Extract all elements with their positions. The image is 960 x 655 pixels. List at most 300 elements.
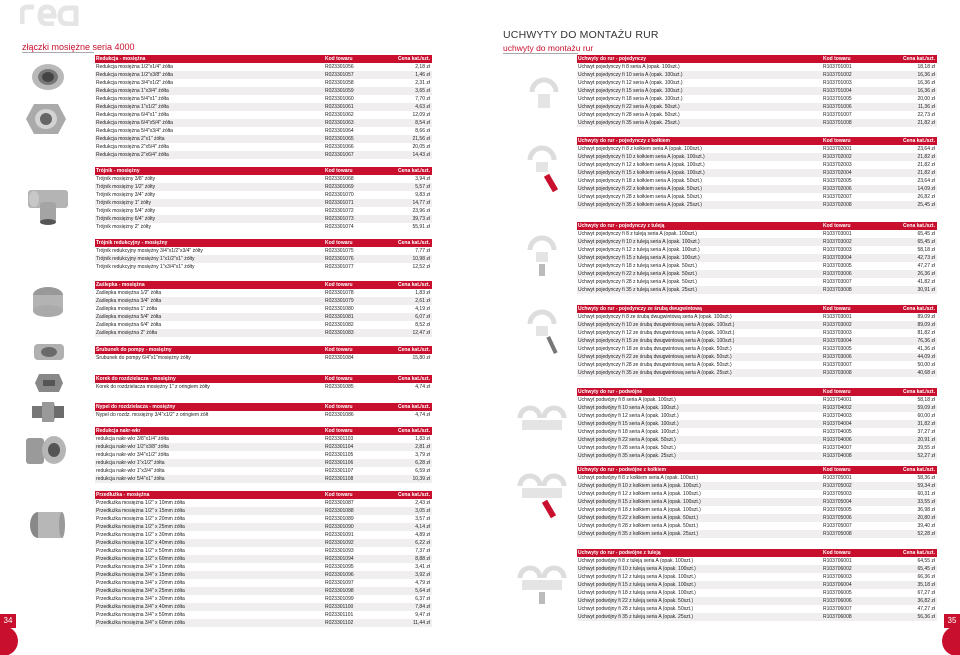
col-price-header: Cena kat./szt. (398, 428, 430, 434)
product-code: R023301105 (325, 452, 354, 458)
product-code: R103702005 (823, 178, 852, 184)
product-name: Zaślepka mosiężna 3/4" żółta (96, 298, 162, 304)
table-row (577, 353, 937, 361)
product-code: R103705003 (823, 491, 852, 497)
product-price: 16,36 zł (917, 88, 935, 94)
col-code-header: Kod towaru (325, 404, 353, 410)
table-row (95, 383, 432, 391)
product-name: Redukcja mosiężna 3/4"x1/2" żółta (96, 80, 173, 86)
table-row (95, 175, 432, 183)
product-price: 10,98 zł (412, 256, 430, 262)
product-code: R103705007 (823, 523, 852, 529)
product-price: 41,36 zł (917, 346, 935, 352)
product-code: R103701004 (823, 88, 852, 94)
table-row (577, 482, 937, 490)
table-row (577, 444, 937, 452)
product-code: R023301094 (325, 556, 354, 562)
table-row (577, 436, 937, 444)
table-row (95, 305, 432, 313)
pump-union-image (32, 340, 66, 364)
product-price: 50,00 zł (917, 362, 935, 368)
product-price: 3,94 zł (415, 176, 430, 182)
product-code: R103706006 (823, 598, 852, 604)
product-price: 12,47 zł (412, 330, 430, 336)
table-title: Uchwyty do rur - podwójne z kołkiem (578, 467, 667, 473)
product-name: Uchwyt pojedynczy fi 8 z kołkiem seria A (opak. 100szt.) (578, 146, 702, 152)
product-name: Redukcja mosiężna 2"x1" żółta (96, 136, 165, 142)
product-code: R103706001 (823, 558, 852, 564)
page-title: UCHWYTY DO MONTAŻU RUR (503, 29, 659, 41)
table-row (577, 254, 937, 262)
product-price: 7,37 zł (415, 548, 430, 554)
col-price-header: Cena kat./szt. (903, 389, 935, 395)
col-code-header: Kod towaru (325, 376, 353, 382)
table-row (577, 490, 937, 498)
product-price: 22,73 zł (917, 112, 935, 118)
product-name: Przedłużka mosiężna 3/4" x 50mm żółta (96, 612, 185, 618)
product-name: Uchwyt pojedynczy fi 22 z kołkiem seria A (opak. 50szt.) (578, 186, 702, 192)
product-name: Uchwyt podwójny fi 12 z kołkiem seria A (opak. 100szt.) (578, 491, 701, 497)
product-code: R103701002 (823, 72, 852, 78)
corner-decoration (942, 626, 960, 655)
price-table (577, 388, 937, 460)
product-name: Przedłużka mosiężna 3/4" x 25mm żółta (96, 588, 185, 594)
product-price: 1,46 zł (415, 72, 430, 78)
table-row (577, 95, 937, 103)
product-name: Uchwyt pojedynczy fi 22 z tuleją seria A (opak. 50szt.) (578, 271, 697, 277)
product-name: Uchwyt pojedynczy fi 10 z tuleją seria A (opak. 100szt.) (578, 239, 700, 245)
product-code: R023301096 (325, 572, 354, 578)
product-code: R023301074 (325, 224, 354, 230)
table-row (95, 151, 432, 159)
product-name: Uchwyt pojedynczy fi 15 seria A (opak. 100szt.) (578, 88, 683, 94)
product-code: R103702007 (823, 194, 852, 200)
product-price: 8,88 zł (415, 556, 430, 562)
product-price: 60,00 zł (917, 413, 935, 419)
table-row (95, 555, 432, 563)
product-name: Redukcja mosiężna 1"x1/2" żółta (96, 104, 169, 110)
col-price-header: Cena kat./szt. (903, 550, 935, 556)
product-name: Uchwyt podwójny fi 22 z tuleją seria A (opak. 50szt.) (578, 598, 694, 604)
product-price: 47,27 zł (917, 606, 935, 612)
extension-image (28, 508, 66, 542)
product-price: 3,79 zł (415, 452, 430, 458)
product-price: 21,82 zł (917, 154, 935, 160)
product-code: R103705006 (823, 515, 852, 521)
table-header (577, 466, 937, 474)
product-name: Redukcja mosiężna 1/2"x3/8" żółta (96, 72, 173, 78)
col-code-header: Kod towaru (325, 347, 353, 353)
product-code: R023301065 (325, 136, 354, 142)
product-name: Zaślepka mosiężna 5/4" żółta (96, 314, 162, 320)
product-name: Uchwyt pojedynczy fi 28 ze śrubą dwugwintową seria A (opak. 50szt.) (578, 362, 732, 368)
double-clip-with-plug-image (516, 464, 572, 522)
table-row (95, 263, 432, 271)
table-title: Zaślepka - mosiężna (96, 282, 145, 288)
product-name: Zaślepka mosiężna 1/2" żółta (96, 290, 162, 296)
series-heading: złączki mosiężne seria 4000 (22, 42, 135, 52)
product-price: 25,45 zł (917, 202, 935, 208)
table-row (95, 297, 432, 305)
product-price: 16,36 zł (917, 80, 935, 86)
product-code: R023301066 (325, 144, 354, 150)
product-code: R103703001 (823, 231, 852, 237)
table-row (577, 177, 937, 185)
product-price: 6,59 zł (415, 468, 430, 474)
product-price: 89,09 zł (917, 322, 935, 328)
product-name: Uchwyt pojedynczy fi 15 z tuleją seria A (opak. 100szt.) (578, 255, 700, 261)
col-code-header: Kod towaru (823, 223, 851, 229)
product-code: R103702004 (823, 170, 852, 176)
table-title: Przedłużka - mosiężna (96, 492, 150, 498)
product-code: R023301058 (325, 80, 354, 86)
product-code: R023301103 (325, 436, 354, 442)
product-code: R023301093 (325, 548, 354, 554)
product-code: R023301073 (325, 216, 354, 222)
table-row (577, 589, 937, 597)
table-row (95, 571, 432, 579)
table-row (95, 321, 432, 329)
product-code: R103702003 (823, 162, 852, 168)
product-name: redukcja nakr-wkr 5/4"x1" żółta (96, 476, 165, 482)
product-code: R103705004 (823, 499, 852, 505)
product-name: Redukcja mosiężna 2"x5/4" żółta (96, 144, 169, 150)
product-code: R103705001 (823, 475, 852, 481)
col-price-header: Cena kat./szt. (903, 223, 935, 229)
product-price: 33,55 zł (917, 499, 935, 505)
product-code: R023301071 (325, 200, 354, 206)
table-row (577, 530, 937, 538)
product-price: 4,19 zł (415, 306, 430, 312)
product-name: Uchwyt pojedynczy fi 12 z kołkiem seria A (opak. 100szt.) (578, 162, 705, 168)
product-price: 36,82 zł (917, 598, 935, 604)
col-price-header: Cena kat./szt. (903, 467, 935, 473)
table-header (95, 491, 432, 499)
product-code: R103702008 (823, 202, 852, 208)
product-price: 65,45 zł (917, 239, 935, 245)
product-name: Trójnik mosiężny 3/4" żółty (96, 192, 156, 198)
product-name: Uchwyt pojedynczy fi 18 ze śrubą dwugwintową seria A (opak. 50szt.) (578, 346, 732, 352)
product-code: R103704006 (823, 437, 852, 443)
table-row (577, 79, 937, 87)
product-code: R023301106 (325, 460, 354, 466)
product-price: 7,77 zł (415, 248, 430, 254)
product-price: 4,89 zł (415, 532, 430, 538)
product-code: R103704007 (823, 445, 852, 451)
price-table (95, 427, 432, 483)
product-code: R023301091 (325, 532, 354, 538)
product-code: R023301108 (325, 476, 354, 482)
product-name: Przedłużka mosiężna 3/4" x 60mm żółta (96, 620, 185, 626)
table-row (577, 345, 937, 353)
single-clip-image (526, 64, 562, 112)
product-price: 4,79 zł (415, 580, 430, 586)
table-title: Uchwyty do rur - pojedynczy ze śrubą dwugwintową (578, 306, 702, 312)
table-row (95, 411, 432, 419)
col-price-header: Cena kat./szt. (398, 347, 430, 353)
product-code: R023301079 (325, 298, 354, 304)
product-price: 58,18 zł (917, 397, 935, 403)
product-name: Zaślepka mosiężna 2" żółta (96, 330, 157, 336)
product-code: R023301081 (325, 314, 354, 320)
product-price: 21,82 zł (917, 162, 935, 168)
table-row (577, 428, 937, 436)
product-name: Przedłużka mosiężna 3/4" x 40mm żółta (96, 604, 185, 610)
product-code: R103703005 (823, 346, 852, 352)
col-price-header: Cena kat./szt. (903, 56, 935, 62)
table-row (577, 193, 937, 201)
table-row (577, 185, 937, 193)
product-price: 3,05 zł (415, 508, 430, 514)
product-name: Redukcja mosiężna 6/4"x1" żółta (96, 112, 169, 118)
table-row (95, 87, 432, 95)
product-price: 7,84 zł (415, 604, 430, 610)
product-name: Przedłużka mosiężna 1/2" x 50mm żółta (96, 548, 185, 554)
product-name: Przedłużka mosiężna 1/2" x 60mm żółta (96, 556, 185, 562)
table-row (95, 63, 432, 71)
product-code: R023301067 (325, 152, 354, 158)
page-right (480, 0, 960, 655)
table-row (95, 547, 432, 555)
price-table (577, 222, 937, 294)
product-price: 2,18 zł (415, 64, 430, 70)
product-name: Przedłużka mosiężna 3/4" x 10mm żółta (96, 564, 185, 570)
product-price: 5,57 zł (415, 184, 430, 190)
product-price: 31,82 zł (917, 421, 935, 427)
product-price: 36,98 zł (917, 507, 935, 513)
product-code: R023301070 (325, 192, 354, 198)
product-name: Przedłużka mosiężna 1/2" x 40mm żółta (96, 540, 185, 546)
product-price: 14,77 zł (412, 200, 430, 206)
product-name: Uchwyt pojedynczy fi 18 seria A (opak. 100szt.) (578, 96, 683, 102)
table-row (95, 79, 432, 87)
product-code: R023301099 (325, 596, 354, 602)
table-row (95, 523, 432, 531)
product-name: Uchwyt pojedynczy fi 35 ze śrubą dwugwintową seria A (opak. 25szt.) (578, 370, 732, 376)
table-row (577, 321, 937, 329)
table-row (95, 354, 432, 362)
col-code-header: Kod towaru (325, 168, 353, 174)
product-price: 66,36 zł (917, 574, 935, 580)
red-logo (20, 4, 90, 26)
product-code: R023301087 (325, 500, 354, 506)
clip-with-sleeve-image (524, 226, 564, 278)
product-price: 2,31 zł (415, 80, 430, 86)
product-price: 58,36 zł (917, 475, 935, 481)
product-code: R023301088 (325, 508, 354, 514)
tee-image (26, 178, 70, 226)
product-name: Trójnik redukcyjny mosiężny 1"x3/4"x1" żółty (96, 264, 195, 270)
product-price: 20,05 zł (412, 144, 430, 150)
product-code: R023301059 (325, 88, 354, 94)
table-row (95, 459, 432, 467)
price-table (577, 549, 937, 621)
col-code-header: Kod towaru (823, 138, 851, 144)
product-code: R023301061 (325, 104, 354, 110)
product-price: 60,31 zł (917, 491, 935, 497)
product-code: R103703008 (823, 287, 852, 293)
product-name: Uchwyt podwójny fi 22 seria A (opak. 50szt.) (578, 437, 676, 443)
product-code: R103706003 (823, 574, 852, 580)
product-code: R023301089 (325, 516, 354, 522)
product-price: 37,27 zł (917, 429, 935, 435)
col-price-header: Cena kat./szt. (398, 404, 430, 410)
product-code: R103704002 (823, 405, 852, 411)
plug-image (34, 372, 64, 394)
product-code: R103701008 (823, 120, 852, 126)
product-code: R103704005 (823, 429, 852, 435)
product-code: R103701003 (823, 80, 852, 86)
table-title: Trójnik - mosiężny (96, 168, 140, 174)
product-code: R023301077 (325, 264, 354, 270)
product-price: 4,63 zł (415, 104, 430, 110)
table-row (577, 565, 937, 573)
product-price: 2,43 zł (415, 500, 430, 506)
product-code: R023301098 (325, 588, 354, 594)
product-code: R103702001 (823, 146, 852, 152)
price-table (95, 239, 432, 271)
product-price: 6,07 zł (415, 314, 430, 320)
product-name: Uchwyt podwójny fi 28 z kołkiem seria A (opak. 50szt.) (578, 523, 699, 529)
product-code: R023301100 (325, 604, 354, 610)
product-price: 2,61 zł (415, 298, 430, 304)
product-name: Redukcja mosiężna 5/4"x3/4" żółta (96, 128, 173, 134)
product-price: 12,09 zł (412, 112, 430, 118)
product-price: 52,28 zł (917, 531, 935, 537)
col-code-header: Kod towaru (823, 389, 851, 395)
product-name: Uchwyt pojedynczy fi 8 z tuleją seria A (opak. 100szt.) (578, 231, 697, 237)
product-code: R103704008 (823, 453, 852, 459)
col-code-header: Kod towaru (325, 56, 353, 62)
nipple-image (30, 400, 66, 424)
product-name: Uchwyt pojedynczy fi 28 seria A (opak. 50szt.) (578, 112, 680, 118)
adapter-image (22, 430, 68, 470)
product-name: Uchwyt podwójny fi 8 seria A (opak. 100szt.) (578, 397, 676, 403)
col-price-header: Cena kat./szt. (903, 306, 935, 312)
table-title: Uchwyty do rur - podwójne (578, 389, 643, 395)
product-price: 30,91 zł (917, 287, 935, 293)
product-name: Uchwyt pojedynczy fi 22 ze śrubą dwugwintową seria A (opak. 50szt.) (578, 354, 732, 360)
product-name: Uchwyt podwójny fi 12 z tuleją seria A (opak. 100szt.) (578, 574, 696, 580)
table-row (95, 467, 432, 475)
product-name: Przedłużka mosiężna 3/4" x 20mm żółta (96, 580, 185, 586)
product-price: 39,40 zł (917, 523, 935, 529)
table-header (577, 305, 937, 313)
table-header (577, 137, 937, 145)
product-price: 7,70 zł (415, 96, 430, 102)
price-table (95, 281, 432, 337)
page-number: 34 (0, 614, 16, 628)
product-code: R103704001 (823, 397, 852, 403)
product-name: Przedłużka mosiężna 3/4" x 15mm żółta (96, 572, 185, 578)
product-price: 52,27 zł (917, 453, 935, 459)
product-price: 76,36 zł (917, 338, 935, 344)
product-code: R023301063 (325, 120, 354, 126)
col-price-header: Cena kat./szt. (398, 492, 430, 498)
product-code: R103706004 (823, 582, 852, 588)
product-price: 20,91 zł (917, 437, 935, 443)
product-code: R023301101 (325, 612, 354, 618)
col-price-header: Cena kat./szt. (398, 376, 430, 382)
double-clip-with-sleeve-image (516, 556, 572, 606)
table-row (95, 443, 432, 451)
product-name: redukcja nakr-wkr 1"x3/4" żółta (96, 468, 165, 474)
table-row (577, 613, 937, 621)
table-row (577, 514, 937, 522)
product-price: 65,45 zł (917, 231, 935, 237)
subtitle-divider (503, 53, 578, 54)
product-price: 41,82 zł (917, 279, 935, 285)
product-price: 23,64 zł (917, 146, 935, 152)
product-price: 3,92 zł (415, 572, 430, 578)
table-row (95, 507, 432, 515)
table-row (577, 506, 937, 514)
product-name: Przedłużka mosiężna 1/2" x 25mm żółta (96, 524, 185, 530)
product-price: 9,47 zł (415, 612, 430, 618)
product-name: redukcja nakr-wkr 1/2"x3/8" żółta (96, 444, 169, 450)
table-row (577, 573, 937, 581)
col-price-header: Cena kat./szt. (398, 56, 430, 62)
product-name: Uchwyt podwójny fi 15 z tuleją seria A (opak. 100szt.) (578, 582, 696, 588)
table-row (95, 451, 432, 459)
product-name: Uchwyt podwójny fi 10 seria A (opak. 100szt.) (578, 405, 679, 411)
product-price: 11,36 zł (917, 104, 935, 110)
table-row (577, 597, 937, 605)
product-name: Korek do rozdzielacza mosiężny 1" z oringiem żółty (96, 384, 210, 390)
product-price: 6,22 zł (415, 540, 430, 546)
table-title: Redukcja - mosiężna (96, 56, 146, 62)
table-header (95, 281, 432, 289)
product-name: Nypel do rozdz. mosiężny 3/4"x1/2" z oringiem żółt (96, 412, 209, 418)
product-code: R023301107 (325, 468, 354, 474)
table-row (95, 127, 432, 135)
product-price: 20,00 zł (917, 96, 935, 102)
table-row (95, 71, 432, 79)
product-name: Uchwyt podwójny fi 28 seria A (opak. 50szt.) (578, 445, 676, 451)
product-price: 20,80 zł (917, 515, 935, 521)
product-code: R023301090 (325, 524, 354, 530)
product-price: 26,36 zł (917, 271, 935, 277)
price-table (577, 55, 937, 127)
table-row (577, 103, 937, 111)
table-row (95, 515, 432, 523)
product-price: 14,09 zł (917, 186, 935, 192)
product-name: Śrubunek do pompy 6/4"x1"mosiężny żółty (96, 355, 191, 361)
table-title: Korek do rozdzielacza - mosiężny (96, 376, 176, 382)
product-price: 23,96 zł (412, 208, 430, 214)
product-name: Uchwyt pojedynczy fi 12 z tuleją seria A (opak. 100szt.) (578, 247, 700, 253)
product-name: Trójnik redukcyjny mosiężny 1"x1/2"x1" żółty (96, 256, 195, 262)
table-row (95, 531, 432, 539)
product-price: 23,64 zł (917, 178, 935, 184)
product-name: Uchwyt pojedynczy fi 10 z kołkiem seria A (opak. 100szt.) (578, 154, 705, 160)
clip-with-screw-image (522, 300, 566, 356)
product-price: 5,64 zł (415, 588, 430, 594)
col-code-header: Kod towaru (325, 282, 353, 288)
table-title: Śrubunek do pompy - mosiężny (96, 347, 172, 353)
product-code: R103706007 (823, 606, 852, 612)
product-name: Uchwyt pojedynczy fi 18 z kołkiem seria A (opak. 50szt.) (578, 178, 702, 184)
price-table (577, 305, 937, 377)
table-row (577, 201, 937, 209)
product-price: 4,74 zł (415, 384, 430, 390)
product-code: R103703004 (823, 255, 852, 261)
table-row (577, 404, 937, 412)
table-title: Uchwyty do rur - pojedynczy z tuleją (578, 223, 665, 229)
reducer-hex-image (24, 100, 68, 138)
col-code-header: Kod towaru (325, 240, 353, 246)
product-name: Trójnik mosiężny 2" żółty (96, 224, 151, 230)
